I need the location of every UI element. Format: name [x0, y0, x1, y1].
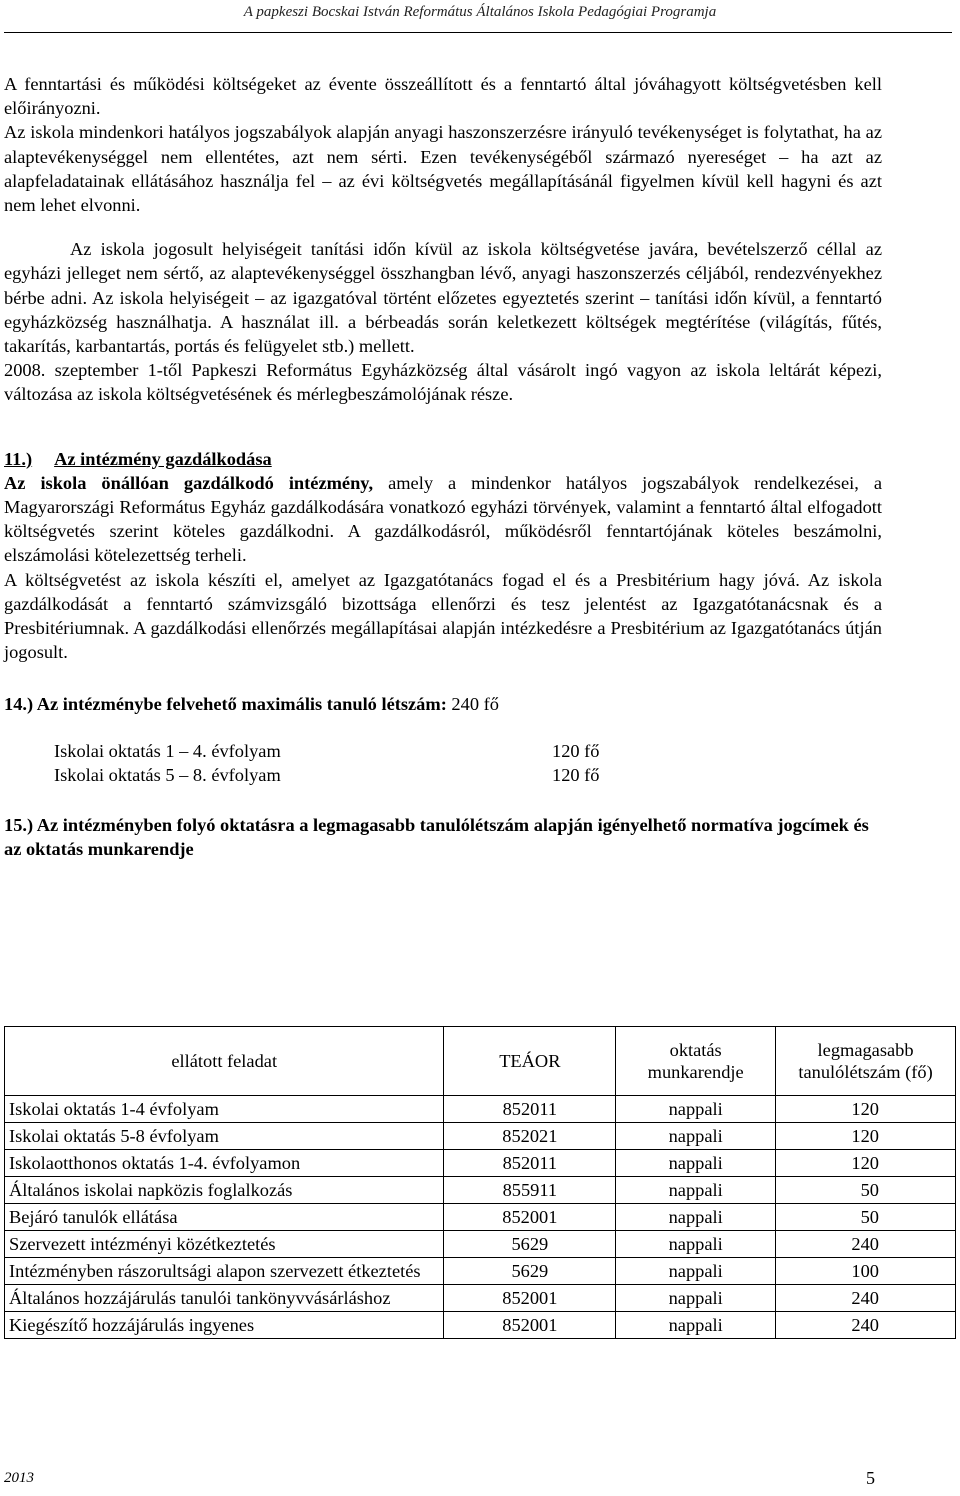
table-row — [5, 1177, 956, 1204]
cell-teaor: 852011 — [444, 1096, 616, 1123]
section-11-heading — [4, 447, 882, 471]
section-11-number: 11.) — [4, 448, 33, 469]
footer-year: 2013 — [4, 1470, 34, 1486]
paragraph-business-activity: Az iskola mindenkori hatályos jogszabályok alapján anyagi haszonszerzésre irányuló tevékenységet is folytathat, ha az alaptevékenységgel nem ellentétes, azt nem sérti. Ezen tevékenységéből származó nyereséget – ha azt az alapfeladatainak ellátásához használja fel – az évi költségvetés megállapításánál figyelmen kívül kell hagyni és azt nem lehet elvonni. — [4, 122, 882, 216]
cell-task: Szervezett intézményi közétkeztetés — [5, 1231, 444, 1258]
section-14-value: 240 fő — [446, 694, 499, 715]
paragraph-inventory: 2008. szeptember 1-től Papkeszi Református Egyházközség által vásárolt ingó vagyon az iskola leltárát képezi, változása az iskola költségvetésének és mérlegbeszámolójának része. — [4, 360, 882, 405]
quota-table — [4, 1026, 956, 1339]
stat-value: 120 fő — [552, 740, 600, 761]
cell-teaor: 5629 — [444, 1231, 616, 1258]
column-header-task: ellátott feladat — [5, 1027, 444, 1096]
cell-task: Kiegészítő hozzájárulás ingyenes — [5, 1312, 444, 1339]
page-number: 5 — [866, 1468, 875, 1488]
header-divider — [4, 32, 952, 33]
cell-schedule: nappali — [616, 1123, 776, 1150]
cell-max-students: 50 — [776, 1204, 956, 1231]
cell-max-students: 120 — [776, 1096, 956, 1123]
cell-teaor: 852001 — [444, 1312, 616, 1339]
cell-schedule: nappali — [616, 1285, 776, 1312]
cell-schedule: nappali — [616, 1096, 776, 1123]
section-11-lead-rest: amely a mindenkor hatályos jogszabályok rendelkezései, a Magyarországi Református Egyház gazdálkodására vonatkozó egyházi törvények, valamint a fenntartó által elfogadott költségvetés szerint köteles gazdálkodni. A gazdálkodásról, működésről fenntartójának köteles beszámolni, elszámolási kötelezettség terheli. — [4, 472, 882, 566]
cell-task: Általános hozzájárulás tanulói tankönyvvásárláshoz — [5, 1285, 444, 1312]
cell-task: Intézményben rászorultsági alapon szervezett étkeztetés — [5, 1258, 444, 1285]
section-14-list — [4, 739, 882, 787]
table-row — [5, 1096, 956, 1123]
section-11-paragraph-1 — [4, 471, 882, 568]
page-header: A papkeszi Bocskai István Református Általános Iskola Pedagógiai Programja — [243, 4, 717, 20]
cell-max-students: 50 — [776, 1177, 956, 1204]
cell-max-students: 100 — [776, 1258, 956, 1285]
table-row — [5, 1150, 956, 1177]
cell-teaor: 855911 — [444, 1177, 616, 1204]
cell-teaor: 852011 — [444, 1150, 616, 1177]
section-15-heading: 15.) Az intézményben folyó oktatásra a legmagasabb tanulólétszám alapján igényelhető normatíva jogcímek és az oktatás munkarendje — [4, 815, 869, 860]
section-11-paragraph-2: A költségvetést az iskola készíti el, amelyet az Igazgatótanács fogad el és a Presbitérium hagy jóvá. Az iskola gazdálkodását a fenntartó számvizsgáló bizottsága ellenőrzi és tesz jelentést az Igazgatótanácsnak és a Presbitériumnak. A gazdálkodási ellenőrzés megállapításai alapján intézkedésre a Presbitérium az Igazgatótanács útján jogosult. — [4, 569, 882, 663]
cell-schedule: nappali — [616, 1231, 776, 1258]
paragraph-room-rental: Az iskola jogosult helyiségeit tanítási időn kívül az iskola költségvetése javára, bevételszerző céllal az egyházi jelleget nem sértő, az alaptevékenységgel összhangban lévő, anyagi haszonszerzés céljából, rendezvényekhez bérbe adni. Az iskola helyiségeit – az igazgatóval történt előzetes egyeztetés szerint – tanítási időn kívül, a fenntartó egyházközség használhatja. A használat ill. a bérbeadás során keletkezett költségek megtérítése (világítás, fűtés, takarítás, karbantartás, portás és felügyelet stb.) mellett. — [4, 239, 882, 357]
cell-teaor: 852021 — [444, 1123, 616, 1150]
cell-max-students: 240 — [776, 1231, 956, 1258]
column-header-max-students: legmagasabb tanulólétszám (fő) — [776, 1027, 956, 1096]
cell-schedule: nappali — [616, 1204, 776, 1231]
cell-schedule: nappali — [616, 1312, 776, 1339]
table-row — [5, 1258, 956, 1285]
list-item — [54, 763, 882, 787]
stat-value: 120 fő — [552, 764, 600, 785]
table-header-row — [5, 1027, 956, 1096]
table-row — [5, 1231, 956, 1258]
section-14-title: 14.) Az intézménybe felvehető maximális tanuló létszám: — [4, 694, 447, 715]
cell-task: Iskolaotthonos oktatás 1-4. évfolyamon — [5, 1150, 444, 1177]
cell-max-students: 120 — [776, 1150, 956, 1177]
table-row — [5, 1204, 956, 1231]
table-row — [5, 1312, 956, 1339]
cell-task: Általános iskolai napközis foglalkozás — [5, 1177, 444, 1204]
cell-max-students: 120 — [776, 1123, 956, 1150]
cell-max-students: 240 — [776, 1285, 956, 1312]
cell-max-students: 240 — [776, 1312, 956, 1339]
table-row — [5, 1285, 956, 1312]
cell-task: Iskolai oktatás 5-8 évfolyam — [5, 1123, 444, 1150]
cell-schedule: nappali — [616, 1177, 776, 1204]
stat-label: Iskolai oktatás 5 – 8. évfolyam — [54, 764, 281, 785]
table-row — [5, 1123, 956, 1150]
cell-schedule: nappali — [616, 1258, 776, 1285]
quota-table-wrapper — [4, 1026, 960, 1339]
section-14-heading — [4, 692, 882, 716]
cell-teaor: 852001 — [444, 1285, 616, 1312]
cell-teaor: 5629 — [444, 1258, 616, 1285]
section-11-lead: Az iskola önállóan gazdálkodó intézmény, — [4, 472, 374, 493]
document-body — [4, 72, 882, 861]
cell-task: Bejáró tanulók ellátása — [5, 1204, 444, 1231]
cell-task: Iskolai oktatás 1-4 évfolyam — [5, 1096, 444, 1123]
paragraph-costs: A fenntartási és működési költségeket az évente összeállított és a fenntartó által jóváhagyott költségvetésben kell előirányozni. — [4, 74, 882, 119]
column-header-teaor: TEÁOR — [444, 1027, 616, 1096]
cell-schedule: nappali — [616, 1150, 776, 1177]
stat-label: Iskolai oktatás 1 – 4. évfolyam — [54, 740, 281, 761]
column-header-schedule: oktatás munkarendje — [616, 1027, 776, 1096]
cell-teaor: 852001 — [444, 1204, 616, 1231]
list-item — [54, 739, 882, 763]
section-11-title: Az intézmény gazdálkodása — [54, 448, 272, 469]
